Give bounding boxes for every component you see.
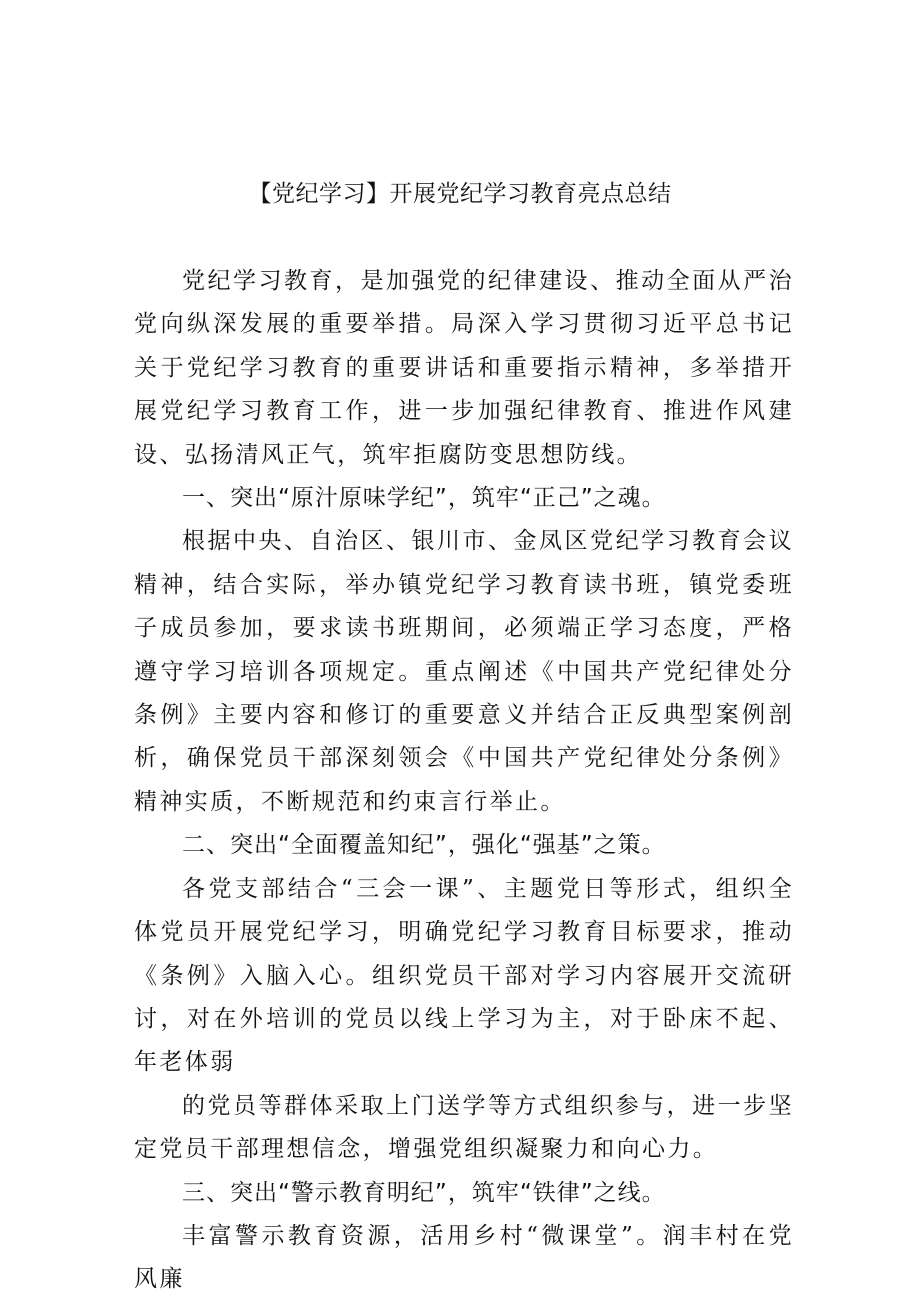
section-2-paragraph: 各党支部结合“三会一课”、主题党日等形式，组织全体党员开展党纪学习，明确党纪学习教育目标要求，推动《条例》入脑入心。组织党员干部对学习内容展开交流研讨，对在外培训的党员以线上学习为主，对于卧床不起、年老体弱 <box>134 875 794 1076</box>
intro-paragraph: 党纪学习教育，是加强党的纪律建设、推动全面从严治党向纵深发展的重要举措。局深入学习贯彻习近平总书记关于党纪学习教育的重要讲话和重要指示精神，多举措开展党纪学习教育工作，进一步加强纪律教育、推进作风建设、弘扬清风正气，筑牢拒腐防变思想防线。 <box>134 268 794 468</box>
section-heading-1: 一、突出“原汁原味学纪”，筑牢“正己”之魂。 <box>182 485 666 512</box>
section-2-paragraph-continued: 的党员等群体采取上门送学等方式组织参与，进一步坚定党员干部理想信念，增强党组织凝聚力和向心力。 <box>134 1092 794 1163</box>
document-title: 【党纪学习】开展党纪学习教育亮点总结 <box>248 181 672 207</box>
section-heading-3: 三、突出“警示教育明纪”，筑牢“铁律”之线。 <box>182 1179 666 1206</box>
section-3-paragraph: 丰富警示教育资源，活用乡村“微课堂”。润丰村在党风廉 <box>134 1222 794 1293</box>
section-1-paragraph: 根据中央、自治区、银川市、金凤区党纪学习教育会议精神，结合实际，举办镇党纪学习教育读书班，镇党委班子成员参加，要求读书班期间，必须端正学习态度，严格遵守学习培训各项规定。重点阐述《中国共产党纪律处分条例》主要内容和修订的重要意义并结合正反典型案例剖析，确保党员干部深刻领会《中国共产党纪律处分条例》精神实质，不断规范和约束言行举止。 <box>134 528 794 815</box>
document-body <box>134 260 794 1302</box>
section-heading-2: 二、突出“全面覆盖知纪”，强化“强基”之策。 <box>182 832 666 859</box>
